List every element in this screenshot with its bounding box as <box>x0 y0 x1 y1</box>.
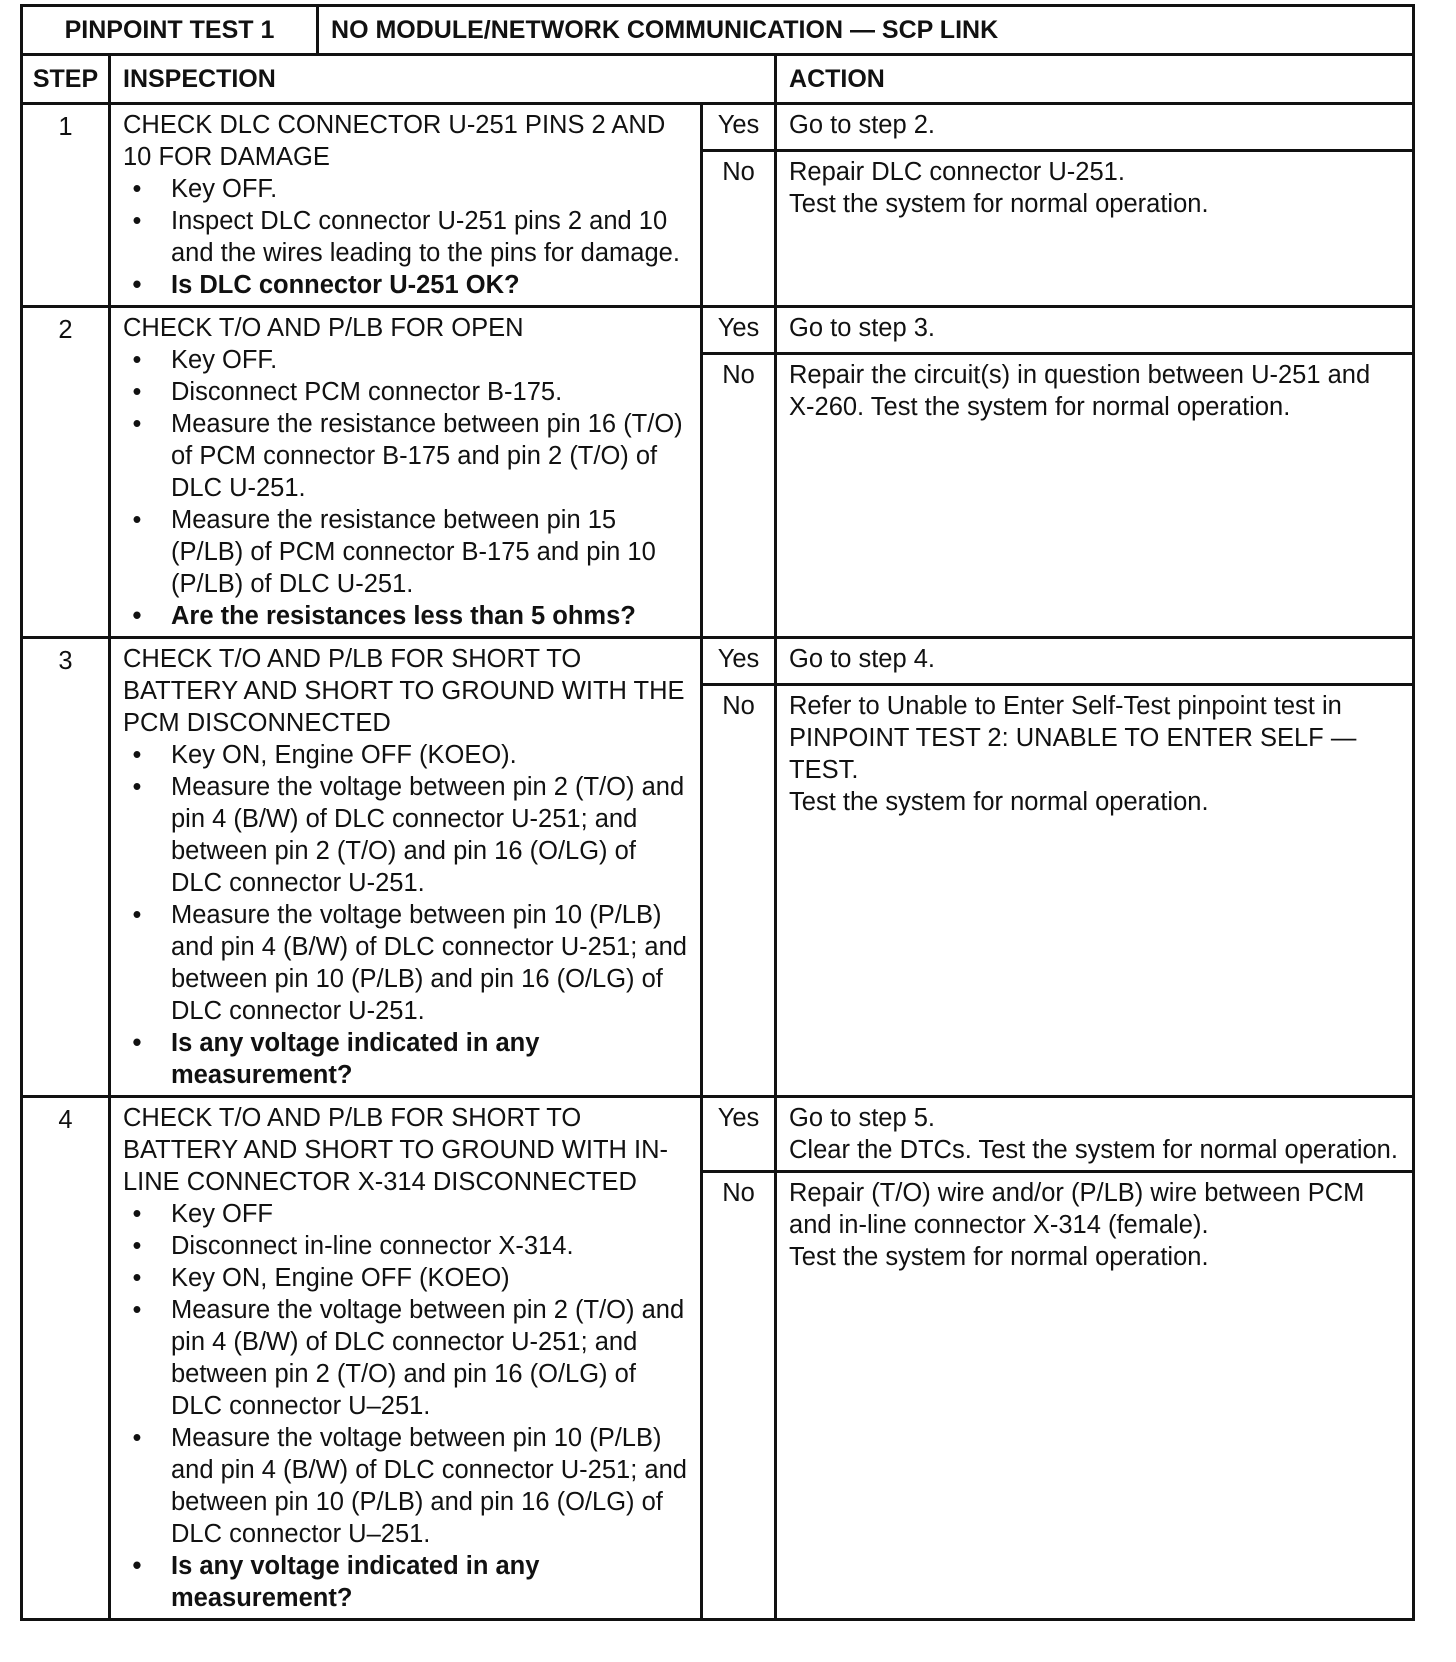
pinpoint-test-table <box>20 4 1415 1621</box>
bullet-item <box>123 344 688 376</box>
action-line: Test the system for normal operation. <box>789 788 1209 816</box>
no-label: No <box>702 1172 776 1620</box>
action-line: Clear the DTCs. Test the system for normal operation. <box>789 1136 1398 1164</box>
step-number: 3 <box>22 638 110 1097</box>
bullet-text: Measure the voltage between pin 2 (T/O) and pin 4 (B/W) of DLC connector U-251; and between pin 2 (T/O) and pin 16 (O/LG) of DLC connector U-251. <box>171 773 685 897</box>
yes-action <box>776 307 1414 354</box>
step-title: CHECK DLC CONNECTOR U-251 PINS 2 AND 10 FOR DAMAGE <box>123 111 666 171</box>
no-action <box>776 354 1414 638</box>
yes-label: Yes <box>702 307 776 354</box>
bullet-dot-icon: • <box>132 506 142 534</box>
bullet-item <box>123 504 688 600</box>
yes-action <box>776 104 1414 151</box>
step-bullet-list <box>123 173 688 301</box>
bullet-item <box>123 376 688 408</box>
question-text: Is any voltage indicated in any measurement? <box>171 1552 540 1612</box>
yes-label: Yes <box>702 1097 776 1172</box>
bullet-text: Measure the resistance between pin 16 (T/O) of PCM connector B-175 and pin 2 (T/O) of DLC U-251. <box>171 410 683 502</box>
step-title: CHECK T/O AND P/LB FOR SHORT TO BATTERY AND SHORT TO GROUND WITH IN-LINE CONNECTOR X-314 DISCONNECTED <box>123 1104 669 1196</box>
bullet-dot-icon: • <box>132 901 142 929</box>
step-bullet-list <box>123 1198 688 1614</box>
step-4-yes-row <box>22 1097 1414 1172</box>
step-bullet-list <box>123 344 688 632</box>
action-line: Repair (T/O) wire and/or (P/LB) wire between PCM and in-line connector X-314 (female). <box>789 1179 1365 1239</box>
bullet-dot-icon: • <box>132 773 142 801</box>
yes-action <box>776 1097 1414 1172</box>
action-line: Repair the circuit(s) in question between U-251 and X-260. Test the system for normal operation. <box>789 361 1371 421</box>
step-inspection <box>110 1097 702 1620</box>
bullet-text: Key OFF <box>171 1200 274 1228</box>
bullet-dot-icon: • <box>132 1264 142 1292</box>
yes-action <box>776 638 1414 685</box>
bullet-text: Measure the voltage between pin 10 (P/LB) and pin 4 (B/W) of DLC connector U-251; and between pin 10 (P/LB) and pin 16 (O/LG) of DLC connector U-251. <box>171 901 687 1025</box>
bullet-dot-icon: • <box>132 1029 142 1057</box>
question-text: Is any voltage indicated in any measurement? <box>171 1029 540 1089</box>
bullet-item <box>123 1262 688 1294</box>
bullet-question <box>123 600 688 632</box>
step-inspection <box>110 638 702 1097</box>
step-title: CHECK T/O AND P/LB FOR OPEN <box>123 314 524 342</box>
bullet-text: Measure the voltage between pin 2 (T/O) and pin 4 (B/W) of DLC connector U-251; and between pin 2 (T/O) and pin 16 (O/LG) of DLC connector U–251. <box>171 1296 685 1420</box>
step-inspection <box>110 104 702 307</box>
step-3-yes-row <box>22 638 1414 685</box>
action-line: Go to step 3. <box>789 314 936 342</box>
bullet-item <box>123 1422 688 1550</box>
bullet-text: Key ON, Engine OFF (KOEO). <box>171 741 517 769</box>
no-label: No <box>702 685 776 1097</box>
bullet-item <box>123 1198 688 1230</box>
title-row <box>22 6 1414 55</box>
test-label: PINPOINT TEST 1 <box>22 6 318 55</box>
bullet-dot-icon: • <box>132 346 142 374</box>
bullet-dot-icon: • <box>132 1424 142 1452</box>
step-inspection <box>110 307 702 638</box>
question-text: Are the resistances less than 5 ohms? <box>171 602 636 630</box>
bullet-dot-icon: • <box>132 271 142 299</box>
pinpoint-test-document <box>20 4 1412 1621</box>
step-bullet-list <box>123 739 688 1091</box>
action-line: Repair DLC connector U-251. <box>789 158 1125 186</box>
bullet-item <box>123 1230 688 1262</box>
bullet-item <box>123 173 688 205</box>
bullet-text: Measure the resistance between pin 15 (P/LB) of PCM connector B-175 and pin 10 (P/LB) of DLC U-251. <box>171 506 656 598</box>
bullet-text: Disconnect in-line connector X-314. <box>171 1232 574 1260</box>
column-header-row <box>22 55 1414 104</box>
action-line: Test the system for normal operation. <box>789 190 1209 218</box>
bullet-question <box>123 1027 688 1091</box>
bullet-item <box>123 899 688 1027</box>
bullet-dot-icon: • <box>132 602 142 630</box>
bullet-text: Disconnect PCM connector B-175. <box>171 378 563 406</box>
bullet-question <box>123 269 688 301</box>
step-1-yes-row <box>22 104 1414 151</box>
no-label: No <box>702 354 776 638</box>
bullet-dot-icon: • <box>132 741 142 769</box>
no-action <box>776 151 1414 307</box>
bullet-dot-icon: • <box>132 175 142 203</box>
yes-label: Yes <box>702 104 776 151</box>
bullet-item <box>123 771 688 899</box>
step-number: 2 <box>22 307 110 638</box>
bullet-question <box>123 1550 688 1614</box>
question-text: Is DLC connector U-251 OK? <box>171 271 520 299</box>
yes-label: Yes <box>702 638 776 685</box>
column-header-step: STEP <box>22 55 110 104</box>
bullet-item <box>123 408 688 504</box>
bullet-text: Key OFF. <box>171 346 278 374</box>
step-title: CHECK T/O AND P/LB FOR SHORT TO BATTERY AND SHORT TO GROUND WITH THE PCM DISCONNECTED <box>123 645 685 737</box>
no-label: No <box>702 151 776 307</box>
bullet-dot-icon: • <box>132 207 142 235</box>
action-line: Go to step 2. <box>789 111 936 139</box>
action-line: Go to step 5. <box>789 1104 936 1132</box>
bullet-item <box>123 1294 688 1422</box>
bullet-dot-icon: • <box>132 1200 142 1228</box>
bullet-dot-icon: • <box>132 1296 142 1324</box>
column-header-inspection: INSPECTION <box>110 55 776 104</box>
step-number: 4 <box>22 1097 110 1620</box>
bullet-text: Key ON, Engine OFF (KOEO) <box>171 1264 510 1292</box>
bullet-text: Key OFF. <box>171 175 278 203</box>
bullet-text: Inspect DLC connector U-251 pins 2 and 10 and the wires leading to the pins for damage. <box>171 207 680 267</box>
no-action <box>776 1172 1414 1620</box>
bullet-dot-icon: • <box>132 1232 142 1260</box>
step-2-yes-row <box>22 307 1414 354</box>
bullet-dot-icon: • <box>132 1552 142 1580</box>
bullet-item <box>123 739 688 771</box>
column-header-action: ACTION <box>776 55 1414 104</box>
step-number: 1 <box>22 104 110 307</box>
action-line: Refer to Unable to Enter Self-Test pinpoint test in PINPOINT TEST 2: UNABLE TO ENTER SELF — TEST. <box>789 692 1357 784</box>
bullet-dot-icon: • <box>132 378 142 406</box>
action-line: Go to step 4. <box>789 645 936 673</box>
bullet-dot-icon: • <box>132 410 142 438</box>
bullet-text: Measure the voltage between pin 10 (P/LB) and pin 4 (B/W) of DLC connector U-251; and between pin 10 (P/LB) and pin 16 (O/LG) of DLC connector U–251. <box>171 1424 687 1548</box>
action-line: Test the system for normal operation. <box>789 1243 1209 1271</box>
test-title: NO MODULE/NETWORK COMMUNICATION — SCP LINK <box>318 6 1414 55</box>
bullet-item <box>123 205 688 269</box>
no-action <box>776 685 1414 1097</box>
